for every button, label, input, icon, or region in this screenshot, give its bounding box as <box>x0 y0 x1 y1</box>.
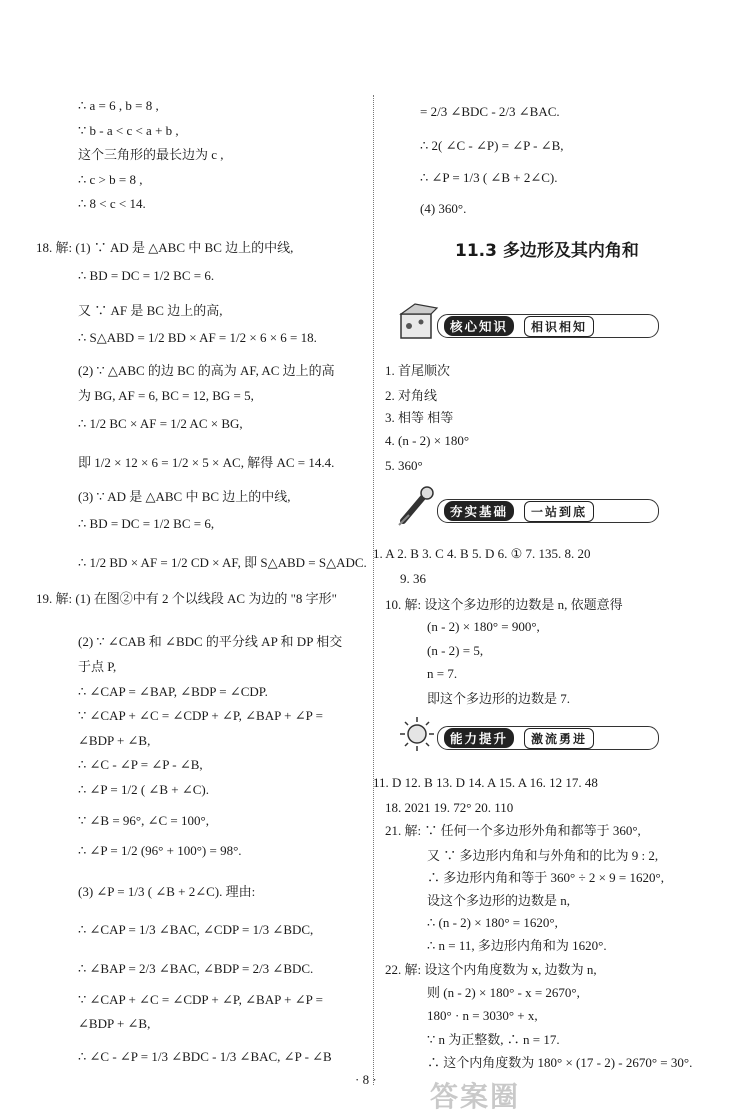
list-item: 3. 相等 相等 <box>385 410 454 425</box>
text-line: 10. 解: 设这个多边形的边数是 n, 依题意得 <box>385 597 623 612</box>
text-line: 9. 36 <box>400 571 426 586</box>
text-line: 即 1/2 × 12 × 6 = 1/2 × 5 × AC, 解得 AC = 14.4. <box>78 455 335 470</box>
text-line: ∴ ∠C - ∠P = 1/3 ∠BDC - 1/3 ∠BAC, ∠P - ∠B <box>78 1049 332 1064</box>
text-line: ∵ b - a < c < a + b , <box>78 123 179 138</box>
list-item: 4. (n - 2) × 180° <box>385 433 470 448</box>
watermark: 答案圈 <box>430 1080 521 1113</box>
text-line: 180° · n = 3030° + x, <box>427 1008 538 1023</box>
text-line: ∴ ∠P = 1/2 ( ∠B + ∠C). <box>78 782 209 797</box>
text-line: ∴ n = 11, 多边形内角和为 1620°. <box>427 938 607 953</box>
text-line: ∴ 这个内角度数为 180° × (17 - 2) - 2670° = 30°. <box>427 1055 693 1070</box>
text-line: 于点 P, <box>78 659 117 674</box>
text-line: ∠BDP + ∠B, <box>78 1016 151 1031</box>
text-line: n = 7. <box>427 666 458 681</box>
text-line: ∵ n 为正整数, ∴ n = 17. <box>427 1032 560 1047</box>
text-line: 设这个多边形的边数是 n, <box>427 893 571 908</box>
text-line: ∵ ∠B = 96°, ∠C = 100°, <box>78 813 209 828</box>
flashlight-icon <box>395 485 443 529</box>
text-line: ∴ ∠CAP = 1/3 ∠BAC, ∠CDP = 1/3 ∠BDC, <box>78 922 314 937</box>
banner-ability <box>395 712 680 756</box>
text-line: ∴ ∠C - ∠P = ∠P - ∠B, <box>78 757 203 772</box>
column-divider <box>373 95 374 1085</box>
text-line: 1. A 2. B 3. C 4. B 5. D 6. ① 7. 135. 8. 20 <box>373 546 591 561</box>
text-line: ∴ c > b = 8 , <box>78 172 143 187</box>
section-title: 11.3 多边形及其内角和 <box>455 241 639 261</box>
text-line: 则 (n - 2) × 180° - x = 2670°, <box>427 985 580 1000</box>
text-line: ∴ BD = DC = 1/2 BC = 6. <box>78 268 215 283</box>
text-line: ∴ S△ABD = 1/2 BD × AF = 1/2 × 6 × 6 = 18. <box>78 330 317 345</box>
text-line: 22. 解: 设这个内角度数为 x, 边数为 n, <box>385 962 597 977</box>
text-line: 11. D 12. B 13. D 14. A 15. A 16. 12 17. 48 <box>373 775 598 790</box>
text-line: ∴ 多边形内角和等于 360° ÷ 2 × 9 = 1620°, <box>427 870 664 885</box>
text-line: 21. 解: ∵ 任何一个多边形外角和都等于 360°, <box>385 823 641 838</box>
gift-box-icon <box>395 300 443 344</box>
text-line: ∴ ∠P = 1/3 ( ∠B + 2∠C). <box>420 170 558 185</box>
text-line: (n - 2) × 180° = 900°, <box>427 619 540 634</box>
text-line: 为 BG, AF = 6, BC = 12, BG = 5, <box>78 388 254 403</box>
list-item: 5. 360° <box>385 458 423 473</box>
text-line: ∵ ∠CAP + ∠C = ∠CDP + ∠P, ∠BAP + ∠P = <box>78 708 323 723</box>
sun-icon <box>395 712 443 756</box>
banner-tag: 夯实基础 <box>444 501 514 521</box>
text-line: ∴ (n - 2) × 180° = 1620°, <box>427 915 558 930</box>
text-line: 18. 解: (1) ∵ AD 是 △ABC 中 BC 边上的中线, <box>36 240 294 255</box>
text-line: (2) ∵ ∠CAB 和 ∠BDC 的平分线 AP 和 DP 相交 <box>78 634 343 649</box>
text-line: (4) 360°. <box>420 201 467 216</box>
text-line: ∴ 1/2 BC × AF = 1/2 AC × BG, <box>78 416 243 431</box>
text-line: 这个三角形的最长边为 c , <box>78 147 224 162</box>
text-line: (n - 2) = 5, <box>427 643 484 658</box>
text-line: ∵ ∠CAP + ∠C = ∠CDP + ∠P, ∠BAP + ∠P = <box>78 992 323 1007</box>
text-line: ∴ 8 < c < 14. <box>78 196 146 211</box>
page-number: · 8 · <box>355 1072 377 1087</box>
banner-subtag: 相识相知 <box>524 316 594 337</box>
banner-core-knowledge <box>395 300 680 344</box>
banner-basics <box>395 485 680 529</box>
text-line: = 2/3 ∠BDC - 2/3 ∠BAC. <box>420 104 560 119</box>
list-item: 1. 首尾顺次 <box>385 363 451 378</box>
text-line: 即这个多边形的边数是 7. <box>427 691 571 706</box>
text-line: ∴ a = 6 , b = 8 , <box>78 98 159 113</box>
text-line: (3) ∵ AD 是 △ABC 中 BC 边上的中线, <box>78 489 291 504</box>
text-line: ∴ ∠BAP = 2/3 ∠BAC, ∠BDP = 2/3 ∠BDC. <box>78 961 314 976</box>
list-item: 2. 对角线 <box>385 388 438 403</box>
text-line: ∴ BD = DC = 1/2 BC = 6, <box>78 516 215 531</box>
banner-subtag: 一站到底 <box>524 501 594 522</box>
banner-subtag: 激流勇进 <box>524 728 594 749</box>
text-line: 又 ∵ AF 是 BC 边上的高, <box>78 303 223 318</box>
text-line: ∴ 1/2 BD × AF = 1/2 CD × AF, 即 S△ABD = S△ADC. <box>78 555 367 570</box>
text-line: ∴ ∠CAP = ∠BAP, ∠BDP = ∠CDP. <box>78 684 268 699</box>
text-line: (3) ∠P = 1/3 ( ∠B + 2∠C). 理由: <box>78 884 256 899</box>
text-line: (2) ∵ △ABC 的边 BC 的高为 AF, AC 边上的高 <box>78 363 335 378</box>
banner-tag: 核心知识 <box>444 316 514 336</box>
text-line: ∴ 2( ∠C - ∠P) = ∠P - ∠B, <box>420 138 564 153</box>
banner-tag: 能力提升 <box>444 728 514 748</box>
text-line: 18. 2021 19. 72° 20. 110 <box>385 800 514 815</box>
text-line: ∠BDP + ∠B, <box>78 733 151 748</box>
text-line: ∴ ∠P = 1/2 (96° + 100°) = 98°. <box>78 843 242 858</box>
text-line: 19. 解: (1) 在图②中有 2 个以线段 AC 为边的 "8 字形" <box>36 591 337 606</box>
text-line: 又 ∵ 多边形内角和与外角和的比为 9 : 2, <box>427 848 659 863</box>
